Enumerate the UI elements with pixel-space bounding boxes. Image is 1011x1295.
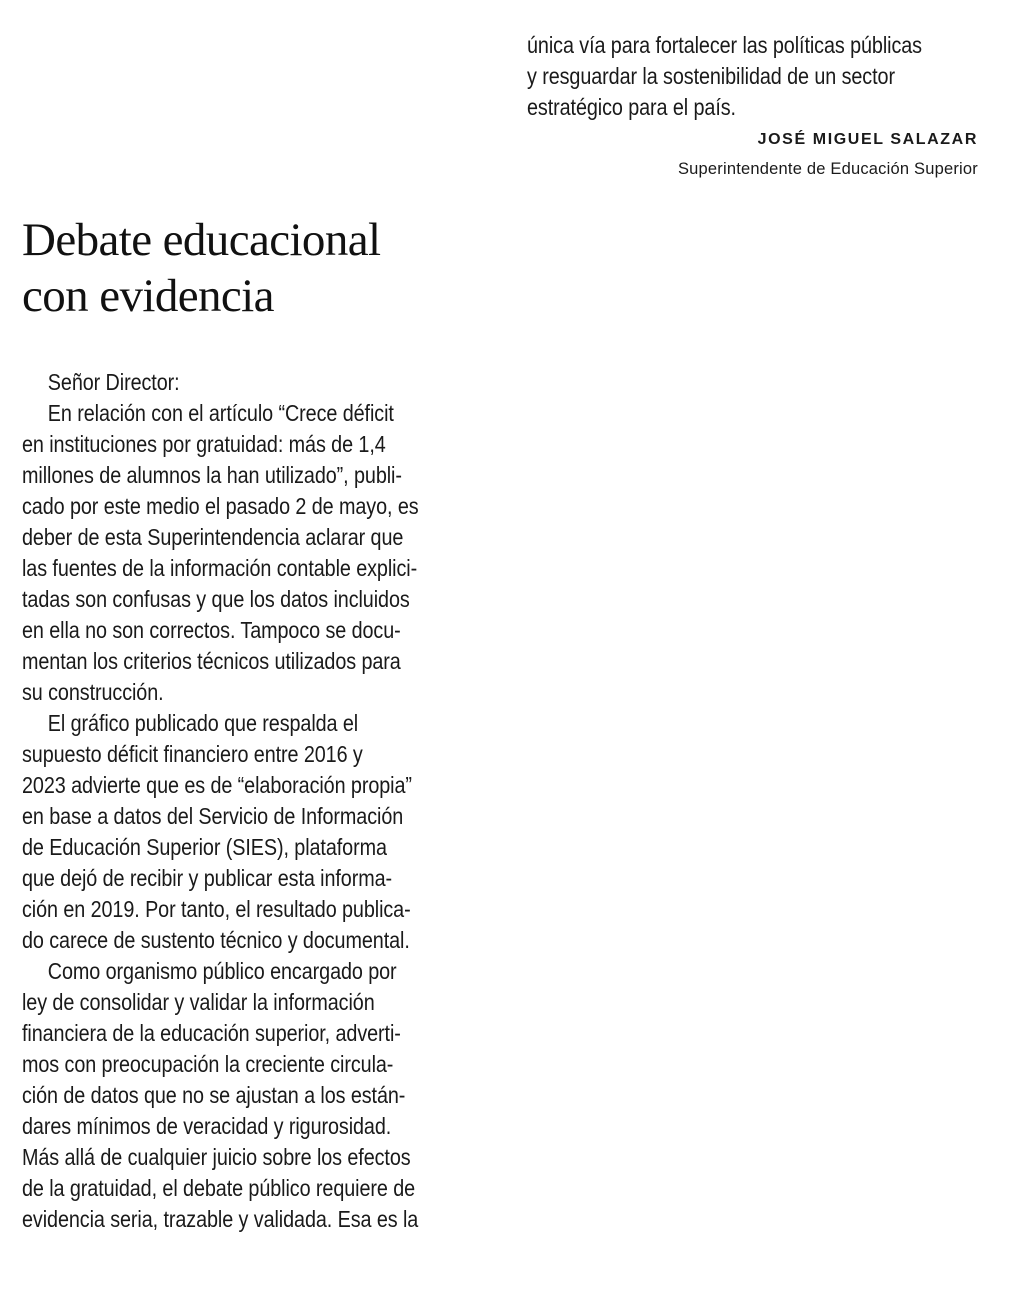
text-line: en ella no son correctos. Tampoco se docu- <box>22 617 401 643</box>
text-line: ley de consolidar y validar la información <box>22 989 375 1015</box>
text-line: Más allá de cualquier juicio sobre los efectos <box>22 1144 411 1170</box>
text-line: de Educación Superior (SIES), plataforma <box>22 834 387 860</box>
text-line: 2023 advierte que es de “elaboración propia” <box>22 772 412 798</box>
text-line: deber de esta Superintendencia aclarar que <box>22 524 404 550</box>
text-line: do carece de sustento técnico y documental. <box>22 927 410 953</box>
text-line: dares mínimos de veracidad y rigurosidad. <box>22 1113 392 1139</box>
text-line: millones de alumnos la han utilizado”, publi- <box>22 462 402 488</box>
salutation: Señor Director: <box>47 369 180 395</box>
text-line: ción de datos que no se ajustan a los están- <box>22 1082 406 1108</box>
text-line: mos con preocupación la creciente circula- <box>22 1051 394 1077</box>
previous-letter-ending <box>527 30 982 180</box>
text-line: supuesto déficit financiero entre 2016 y <box>22 741 363 767</box>
text-line: financiera de la educación superior, adverti- <box>22 1020 401 1046</box>
text-line: En relación con el artículo “Crece déficit <box>47 400 394 426</box>
text-line: estratégico para el país. <box>527 94 736 120</box>
headline-line: con evidencia <box>22 270 274 322</box>
text-line: en instituciones por gratuidad: más de 1,4 <box>22 431 386 457</box>
text-line: en base a datos del Servicio de Información <box>22 803 404 829</box>
text-line: Como organismo público encargado por <box>47 958 397 984</box>
headline-line: Debate educacional <box>22 214 381 266</box>
text-line: cado por este medio el pasado 2 de mayo, es <box>22 493 419 519</box>
text-line: que dejó de recibir y publicar esta informa- <box>22 865 393 891</box>
text-line: y resguardar la sostenibilidad de un sector <box>527 63 895 89</box>
text-line: su construcción. <box>22 679 164 705</box>
text-line: las fuentes de la información contable explici- <box>22 555 418 581</box>
letter-headline <box>22 212 380 324</box>
letter-body <box>22 367 474 1235</box>
text-line: evidencia seria, trazable y validada. Esa es la <box>22 1206 419 1232</box>
text-line: de la gratuidad, el debate público requiere de <box>22 1175 416 1201</box>
author-signature: JOSÉ MIGUEL SALAZAR <box>757 131 978 148</box>
text-line: ción en 2019. Por tanto, el resultado publica- <box>22 896 411 922</box>
text-line: El gráfico publicado que respalda el <box>47 710 359 736</box>
text-line: única vía para fortalecer las políticas públicas <box>527 32 922 58</box>
author-affiliation: Superintendente de Educación Superior <box>677 160 978 178</box>
text-line: tadas son confusas y que los datos incluidos <box>22 586 410 612</box>
text-line: mentan los criterios técnicos utilizados para <box>22 648 401 674</box>
